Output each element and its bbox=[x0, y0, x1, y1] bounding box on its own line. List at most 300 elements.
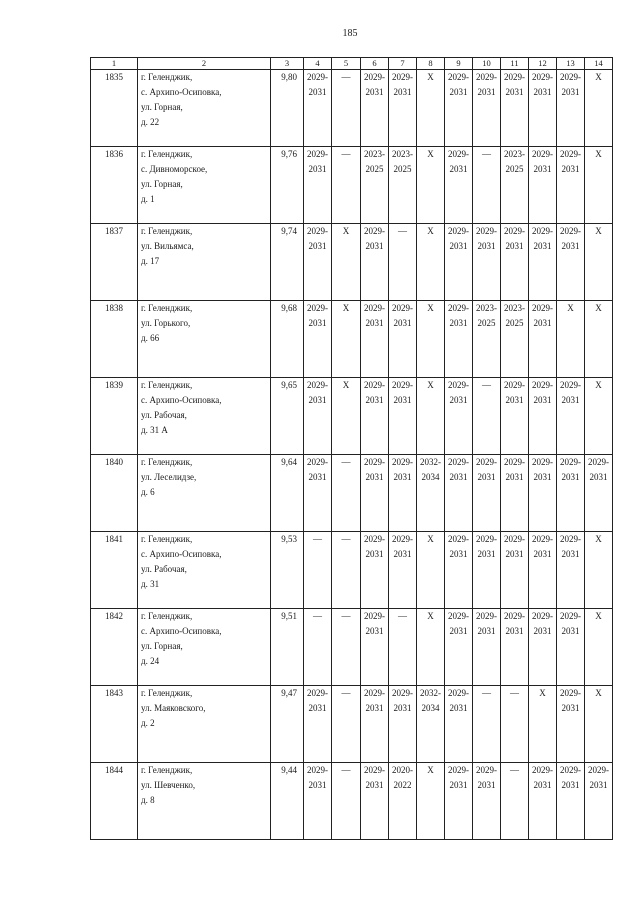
schedule-cell bbox=[501, 455, 529, 532]
schedule-value: 2031 bbox=[533, 780, 552, 790]
schedule-value: 2029- bbox=[448, 226, 469, 236]
schedule-value: X bbox=[427, 765, 434, 775]
schedule-value: 2029- bbox=[560, 380, 581, 390]
schedule-cell bbox=[557, 147, 585, 224]
schedule-value: 2029- bbox=[307, 688, 328, 698]
area-value: 9,51 bbox=[271, 609, 304, 686]
schedule-value: 2029- bbox=[532, 611, 553, 621]
schedule-value: 2029- bbox=[560, 688, 581, 698]
schedule-cell bbox=[389, 532, 417, 609]
schedule-value: 2025 bbox=[393, 164, 412, 174]
schedule-value: 2031 bbox=[561, 549, 580, 559]
schedule-value: — bbox=[341, 611, 351, 621]
schedule-value: 2029- bbox=[504, 226, 525, 236]
schedule-value: 2031 bbox=[561, 164, 580, 174]
schedule-value: 2029- bbox=[532, 457, 553, 467]
schedule-cell bbox=[445, 532, 473, 609]
schedule-value: 2029- bbox=[448, 534, 469, 544]
address-cell bbox=[138, 70, 271, 147]
schedule-cell bbox=[473, 455, 501, 532]
address-cell bbox=[138, 609, 271, 686]
schedule-value: 2029- bbox=[364, 688, 385, 698]
schedule-value: 2031 bbox=[365, 780, 384, 790]
schedule-value: 2029- bbox=[448, 765, 469, 775]
schedule-cell bbox=[361, 763, 389, 840]
table-row bbox=[91, 378, 613, 455]
address-line: ул. Горная, bbox=[141, 102, 183, 112]
schedule-value: 2029- bbox=[532, 765, 553, 775]
schedule-value: 2031 bbox=[505, 549, 524, 559]
schedule-value: 2020- bbox=[392, 765, 413, 775]
schedule-cell bbox=[501, 224, 529, 301]
schedule-value: 2029- bbox=[307, 72, 328, 82]
schedule-value: 2031 bbox=[449, 780, 468, 790]
schedule-value: 2031 bbox=[365, 395, 384, 405]
schedule-value: 2029- bbox=[560, 534, 581, 544]
address-line: г. Геленджик, bbox=[141, 688, 193, 698]
schedule-value: 2029- bbox=[532, 303, 553, 313]
schedule-cell bbox=[557, 609, 585, 686]
area-value: 9,64 bbox=[271, 455, 304, 532]
schedule-value: 2029- bbox=[448, 72, 469, 82]
schedule-value: 2032- bbox=[420, 457, 441, 467]
schedule-cell bbox=[501, 763, 529, 840]
schedule-value: 2031 bbox=[533, 164, 552, 174]
schedule-value: 2031 bbox=[393, 87, 412, 97]
schedule-value: 2031 bbox=[308, 395, 327, 405]
schedule-value: 2031 bbox=[308, 164, 327, 174]
schedule-cell bbox=[361, 609, 389, 686]
schedule-value: 2031 bbox=[308, 318, 327, 328]
schedule-cell bbox=[445, 609, 473, 686]
schedule-value: 2031 bbox=[477, 241, 496, 251]
address-line: д. 31 А bbox=[141, 425, 168, 435]
schedule-value: 2029- bbox=[588, 457, 609, 467]
schedule-cell bbox=[473, 301, 501, 378]
table-row bbox=[91, 763, 613, 840]
row-number: 1844 bbox=[91, 763, 138, 840]
schedule-value: 2029- bbox=[476, 611, 497, 621]
schedule-value: 2031 bbox=[533, 395, 552, 405]
address-line: д. 2 bbox=[141, 718, 155, 728]
schedule-value: — bbox=[510, 765, 519, 775]
schedule-value: 2029- bbox=[588, 765, 609, 775]
area-value: 9,76 bbox=[271, 147, 304, 224]
table-row bbox=[91, 301, 613, 378]
schedule-cell bbox=[304, 686, 332, 763]
schedule-cell bbox=[361, 70, 389, 147]
address-line: г. Геленджик, bbox=[141, 457, 193, 467]
schedule-value: 2031 bbox=[505, 241, 524, 251]
schedule-value: X bbox=[342, 380, 350, 390]
schedule-value: 2029- bbox=[504, 72, 525, 82]
schedule-value: 2031 bbox=[308, 703, 327, 713]
schedule-value: 2031 bbox=[308, 472, 327, 482]
schedule-cell bbox=[332, 301, 361, 378]
schedule-value: 2029- bbox=[560, 457, 581, 467]
schedule-value: — bbox=[482, 149, 491, 159]
schedule-cell bbox=[473, 70, 501, 147]
schedule-value: 2029- bbox=[364, 457, 385, 467]
schedule-cell bbox=[304, 147, 332, 224]
schedule-value: 2029- bbox=[364, 611, 385, 621]
schedule-cell bbox=[501, 532, 529, 609]
schedule-value: 2031 bbox=[365, 318, 384, 328]
schedule-value: X bbox=[427, 72, 434, 82]
schedule-cell bbox=[304, 70, 332, 147]
schedule-cell bbox=[389, 224, 417, 301]
schedule-value: 2029- bbox=[392, 457, 413, 467]
schedule-value: — bbox=[398, 611, 407, 621]
schedule-cell bbox=[529, 455, 557, 532]
schedule-cell bbox=[473, 763, 501, 840]
schedule-cell bbox=[585, 686, 613, 763]
schedule-value: 2031 bbox=[533, 549, 552, 559]
address-line: д. 1 bbox=[141, 194, 155, 204]
address-line: ул. Горького, bbox=[141, 318, 191, 328]
schedule-value: 2029- bbox=[307, 765, 328, 775]
schedule-cell bbox=[557, 455, 585, 532]
schedule-value: 2029- bbox=[448, 457, 469, 467]
schedule-cell bbox=[361, 686, 389, 763]
schedule-cell bbox=[304, 455, 332, 532]
schedule-value: 2029- bbox=[504, 611, 525, 621]
schedule-cell bbox=[529, 70, 557, 147]
schedule-value: X bbox=[595, 688, 602, 698]
schedule-value: 2031 bbox=[449, 164, 468, 174]
schedule-value: 2031 bbox=[308, 87, 327, 97]
schedule-value: 2029- bbox=[532, 534, 553, 544]
schedule-value: X bbox=[595, 611, 602, 621]
schedule-value: 2029- bbox=[392, 380, 413, 390]
address-line: с. Архипо-Осиповка, bbox=[141, 395, 222, 405]
schedule-value: 2029- bbox=[364, 765, 385, 775]
table-row bbox=[91, 686, 613, 763]
schedule-value: 2034 bbox=[421, 472, 440, 482]
schedule-value: 2029- bbox=[448, 688, 469, 698]
schedule-value: 2031 bbox=[561, 626, 580, 636]
schedule-value: 2029- bbox=[560, 611, 581, 621]
area-value: 9,74 bbox=[271, 224, 304, 301]
area-value: 9,44 bbox=[271, 763, 304, 840]
schedule-value: 2029- bbox=[504, 380, 525, 390]
schedule-cell bbox=[585, 763, 613, 840]
schedule-value: 2031 bbox=[393, 549, 412, 559]
column-number: 8 bbox=[417, 58, 445, 70]
schedule-cell bbox=[417, 378, 445, 455]
schedule-value: — bbox=[482, 688, 491, 698]
column-number: 9 bbox=[445, 58, 473, 70]
schedule-value: X bbox=[595, 534, 602, 544]
schedule-value: 2031 bbox=[365, 87, 384, 97]
schedule-value: X bbox=[595, 380, 602, 390]
address-line: д. 17 bbox=[141, 256, 160, 266]
schedule-value: X bbox=[427, 534, 434, 544]
schedule-cell bbox=[529, 609, 557, 686]
schedule-cell bbox=[417, 609, 445, 686]
schedule-value: 2031 bbox=[561, 472, 580, 482]
schedule-value: 2029- bbox=[476, 765, 497, 775]
address-line: д. 22 bbox=[141, 117, 160, 127]
schedule-value: 2031 bbox=[477, 87, 496, 97]
schedule-cell bbox=[332, 763, 361, 840]
schedule-cell bbox=[473, 686, 501, 763]
address-line: д. 8 bbox=[141, 795, 155, 805]
schedule-cell bbox=[304, 224, 332, 301]
address-cell bbox=[138, 532, 271, 609]
column-number: 7 bbox=[389, 58, 417, 70]
column-number: 2 bbox=[138, 58, 271, 70]
schedule-cell bbox=[304, 532, 332, 609]
schedule-value: 2031 bbox=[449, 549, 468, 559]
schedule-cell bbox=[389, 455, 417, 532]
column-number: 3 bbox=[271, 58, 304, 70]
schedule-cell bbox=[417, 301, 445, 378]
column-number: 12 bbox=[529, 58, 557, 70]
schedule-value: 2029- bbox=[448, 380, 469, 390]
schedule-value: 2031 bbox=[365, 626, 384, 636]
schedule-value: 2031 bbox=[505, 87, 524, 97]
address-line: г. Геленджик, bbox=[141, 611, 193, 621]
schedule-cell bbox=[417, 532, 445, 609]
area-value: 9,68 bbox=[271, 301, 304, 378]
address-line: с. Дивноморское, bbox=[141, 164, 208, 174]
schedule-cell bbox=[501, 609, 529, 686]
address-line: с. Архипо-Осиповка, bbox=[141, 549, 222, 559]
schedule-cell bbox=[332, 455, 361, 532]
schedule-cell bbox=[557, 224, 585, 301]
address-line: г. Геленджик, bbox=[141, 380, 193, 390]
schedule-value: 2031 bbox=[393, 703, 412, 713]
schedule-value: 2025 bbox=[477, 318, 496, 328]
schedule-cell bbox=[557, 763, 585, 840]
schedule-value: 2031 bbox=[561, 780, 580, 790]
address-cell bbox=[138, 301, 271, 378]
schedule-value: X bbox=[427, 303, 434, 313]
schedule-cell bbox=[417, 686, 445, 763]
schedule-cell bbox=[529, 301, 557, 378]
schedule-value: 2031 bbox=[365, 549, 384, 559]
schedule-cell bbox=[332, 224, 361, 301]
row-number: 1839 bbox=[91, 378, 138, 455]
schedule-cell bbox=[304, 378, 332, 455]
column-number-header-row bbox=[91, 58, 613, 70]
schedule-value: — bbox=[510, 688, 519, 698]
area-value: 9,80 bbox=[271, 70, 304, 147]
schedule-cell bbox=[361, 224, 389, 301]
schedule-value: 2031 bbox=[561, 703, 580, 713]
schedule-value: 2031 bbox=[393, 395, 412, 405]
schedule-value: 2031 bbox=[308, 780, 327, 790]
schedule-value: 2034 bbox=[421, 703, 440, 713]
address-line: ул. Горная, bbox=[141, 179, 183, 189]
schedule-cell bbox=[389, 686, 417, 763]
row-number: 1837 bbox=[91, 224, 138, 301]
schedule-cell bbox=[501, 301, 529, 378]
schedule-value: 2031 bbox=[449, 703, 468, 713]
schedule-cell bbox=[361, 455, 389, 532]
schedule-value: 2029- bbox=[364, 534, 385, 544]
schedule-value: 2029- bbox=[532, 72, 553, 82]
schedule-cell bbox=[473, 609, 501, 686]
column-number: 1 bbox=[91, 58, 138, 70]
schedule-cell bbox=[473, 224, 501, 301]
schedule-cell bbox=[529, 686, 557, 763]
schedule-cell bbox=[529, 763, 557, 840]
schedule-value: 2029- bbox=[532, 226, 553, 236]
schedule-value: X bbox=[427, 611, 434, 621]
schedule-value: X bbox=[427, 380, 434, 390]
schedule-value: 2031 bbox=[589, 780, 608, 790]
address-line: д. 6 bbox=[141, 487, 155, 497]
schedule-cell bbox=[389, 70, 417, 147]
schedule-value: — bbox=[341, 72, 351, 82]
schedule-value: 2031 bbox=[561, 395, 580, 405]
schedule-cell bbox=[585, 224, 613, 301]
schedule-cell bbox=[501, 686, 529, 763]
address-line: г. Геленджик, bbox=[141, 534, 193, 544]
schedule-value: 2029- bbox=[364, 72, 385, 82]
schedule-value: 2031 bbox=[449, 241, 468, 251]
schedule-cell bbox=[501, 70, 529, 147]
address-line: г. Геленджик, bbox=[141, 226, 193, 236]
table-row bbox=[91, 532, 613, 609]
schedule-value: 2029- bbox=[307, 149, 328, 159]
schedule-value: 2029- bbox=[307, 303, 328, 313]
schedule-value: 2032- bbox=[420, 688, 441, 698]
schedule-value: 2029- bbox=[448, 303, 469, 313]
schedule-value: 2031 bbox=[533, 87, 552, 97]
column-number: 14 bbox=[585, 58, 613, 70]
schedule-value: X bbox=[427, 226, 434, 236]
schedule-cell bbox=[304, 301, 332, 378]
schedule-value: X bbox=[539, 688, 546, 698]
schedule-cell bbox=[585, 301, 613, 378]
schedule-cell bbox=[417, 224, 445, 301]
schedule-cell bbox=[473, 378, 501, 455]
schedule-value: X bbox=[567, 303, 574, 313]
schedule-value: X bbox=[342, 303, 350, 313]
address-line: г. Геленджик, bbox=[141, 765, 193, 775]
schedule-value: — bbox=[313, 611, 322, 621]
schedule-cell bbox=[445, 70, 473, 147]
schedule-cell bbox=[585, 147, 613, 224]
schedule-cell bbox=[585, 455, 613, 532]
table-row bbox=[91, 455, 613, 532]
schedule-value: 2025 bbox=[365, 164, 384, 174]
schedule-value: X bbox=[342, 226, 350, 236]
schedule-value: 2031 bbox=[533, 241, 552, 251]
schedule-value: 2029- bbox=[476, 226, 497, 236]
area-value: 9,53 bbox=[271, 532, 304, 609]
schedule-cell bbox=[332, 378, 361, 455]
schedule-value: — bbox=[398, 226, 407, 236]
schedule-cell bbox=[557, 70, 585, 147]
schedule-value: 2031 bbox=[477, 472, 496, 482]
column-number: 13 bbox=[557, 58, 585, 70]
schedule-value: 2031 bbox=[365, 241, 384, 251]
schedule-value: 2031 bbox=[505, 472, 524, 482]
schedule-value: X bbox=[595, 149, 602, 159]
row-number: 1838 bbox=[91, 301, 138, 378]
schedule-cell bbox=[304, 763, 332, 840]
schedule-value: 2029- bbox=[364, 380, 385, 390]
schedule-value: 2025 bbox=[505, 164, 524, 174]
schedule-value: 2029- bbox=[476, 72, 497, 82]
schedule-value: 2029- bbox=[392, 534, 413, 544]
schedule-cell bbox=[529, 224, 557, 301]
schedule-value: 2031 bbox=[477, 549, 496, 559]
schedule-cell bbox=[585, 532, 613, 609]
address-line: ул. Рабочая, bbox=[141, 564, 187, 574]
schedule-value: 2029- bbox=[392, 688, 413, 698]
schedule-value: 2023- bbox=[364, 149, 385, 159]
address-line: ул. Леселидзе, bbox=[141, 472, 197, 482]
schedule-value: 2029- bbox=[448, 611, 469, 621]
schedule-value: 2023- bbox=[504, 303, 525, 313]
address-cell bbox=[138, 455, 271, 532]
schedule-value: 2031 bbox=[533, 626, 552, 636]
schedule-value: 2029- bbox=[476, 534, 497, 544]
schedule-value: 2029- bbox=[307, 457, 328, 467]
schedule-cell bbox=[529, 378, 557, 455]
address-line: ул. Вильямса, bbox=[141, 241, 194, 251]
schedule-value: 2031 bbox=[449, 472, 468, 482]
schedule-cell bbox=[473, 532, 501, 609]
address-cell bbox=[138, 686, 271, 763]
row-number: 1841 bbox=[91, 532, 138, 609]
schedule-value: 2031 bbox=[393, 472, 412, 482]
schedule-cell bbox=[332, 70, 361, 147]
row-number: 1842 bbox=[91, 609, 138, 686]
schedule-cell bbox=[417, 147, 445, 224]
schedule-value: 2029- bbox=[504, 534, 525, 544]
address-line: ул. Рабочая, bbox=[141, 410, 187, 420]
schedule-value: 2029- bbox=[560, 226, 581, 236]
schedule-cell bbox=[557, 378, 585, 455]
schedule-value: 2029- bbox=[476, 457, 497, 467]
address-line: д. 24 bbox=[141, 656, 160, 666]
table-row bbox=[91, 147, 613, 224]
schedule-cell bbox=[529, 532, 557, 609]
schedule-value: 2031 bbox=[533, 318, 552, 328]
address-line: ул. Маяковского, bbox=[141, 703, 206, 713]
schedule-value: 2031 bbox=[505, 395, 524, 405]
area-value: 9,47 bbox=[271, 686, 304, 763]
schedule-value: 2031 bbox=[449, 395, 468, 405]
schedule-value: 2029- bbox=[560, 149, 581, 159]
row-number: 1836 bbox=[91, 147, 138, 224]
address-cell bbox=[138, 378, 271, 455]
row-number: 1835 bbox=[91, 70, 138, 147]
schedule-cell bbox=[389, 609, 417, 686]
address-line: с. Архипо-Осиповка, bbox=[141, 87, 222, 97]
column-number: 11 bbox=[501, 58, 529, 70]
schedule-value: 2022 bbox=[393, 780, 412, 790]
schedule-cell bbox=[585, 609, 613, 686]
schedule-value: 2029- bbox=[448, 149, 469, 159]
schedule-value: 2031 bbox=[365, 472, 384, 482]
schedule-value: 2029- bbox=[560, 765, 581, 775]
schedule-value: — bbox=[341, 688, 351, 698]
schedule-cell bbox=[445, 378, 473, 455]
schedule-value: 2031 bbox=[449, 87, 468, 97]
schedule-cell bbox=[445, 455, 473, 532]
buildings-table bbox=[90, 57, 613, 840]
schedule-value: — bbox=[313, 534, 322, 544]
schedule-value: 2031 bbox=[589, 472, 608, 482]
table-row bbox=[91, 224, 613, 301]
